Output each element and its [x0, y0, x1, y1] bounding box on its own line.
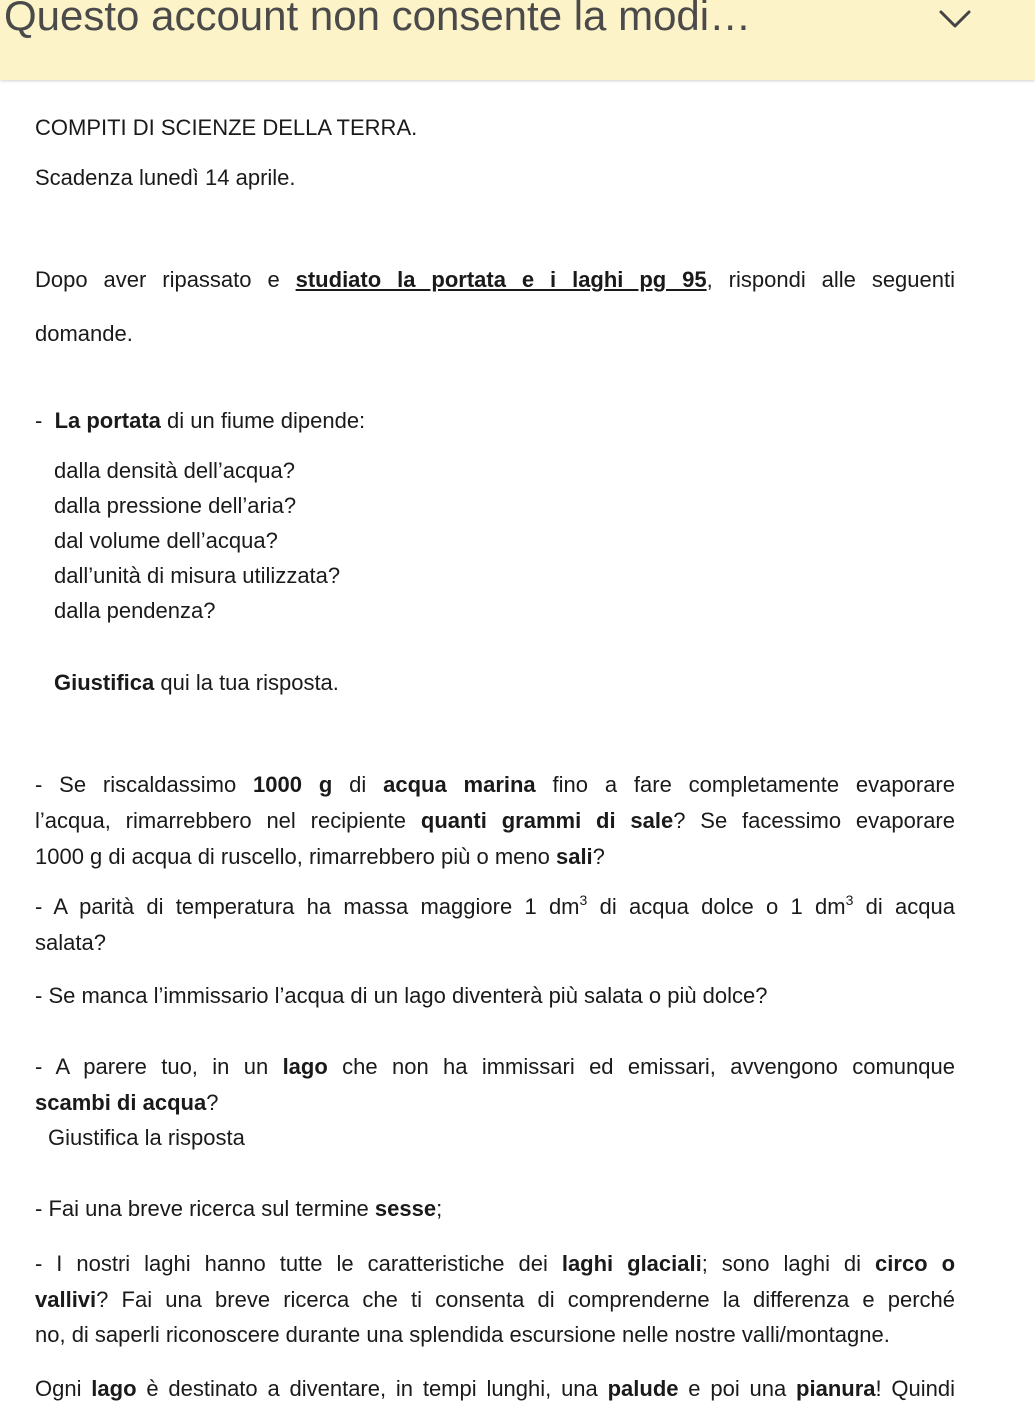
- option-4: dall’unità di misura utilizzata?: [54, 563, 341, 588]
- option-3: dal volume dell’acqua?: [54, 528, 278, 553]
- question-massa-line-1: - A parità di temperatura ha massa maggiore 1 $dm^3$ di acqua dolce o 1 $dm^3$ di acqua: [35, 891, 955, 919]
- deadline: Scadenza lunedì 14 aprile.: [35, 165, 296, 190]
- question-portata: - La portata di un fiume dipende:: [35, 408, 366, 433]
- question-sale-line-1: - Se riscaldassimo 1000 g di acqua marina fino a fare completamente evaporare: [35, 772, 955, 797]
- banner-title: Questo account non consente la modi…: [4, 0, 752, 39]
- intro-line-2: domande.: [35, 321, 133, 346]
- question-massa-line-2: salata?: [35, 930, 106, 955]
- question-glaciali-line-1: - I nostri laghi hanno tutte le caratteristiche dei laghi glaciali; sono laghi di circo o: [35, 1251, 956, 1276]
- intro-line: Dopo aver ripassato e studiato la portata e i laghi pg 95, rispondi alle seguenti: [35, 267, 955, 292]
- question-glaciali-line-2: vallivi? Fai una breve ricerca che ti consenta di comprenderne la differenza e perché: [35, 1287, 955, 1312]
- question-scambi-line-1: - A parere tuo, in un lago che non ha immissari ed emissari, avvengono comunque: [35, 1054, 955, 1079]
- question-scambi-line-2: scambi di acqua?: [35, 1090, 219, 1115]
- question-glaciali-line-3: no, di saperli riconoscere durante una splendida escursione nelle nostre valli/montagne.: [35, 1322, 890, 1347]
- read-only-banner[interactable]: [0, 0, 1035, 80]
- option-2: dalla pressione dell’aria?: [54, 493, 297, 518]
- question-sale-line-2: l’acqua, rimarrebbero nel recipiente quanti grammi di sale? Se facessimo evaporare: [35, 808, 955, 833]
- question-sale-line-3: 1000 g di acqua di ruscello, rimarrebbero più o meno sali?: [35, 844, 605, 869]
- question-sesse: - Fai una breve ricerca sul termine sesse;: [35, 1196, 443, 1221]
- doc-heading: COMPITI DI SCIENZE DELLA TERRA.: [35, 115, 418, 140]
- justify-answer: Giustifica la risposta: [48, 1125, 245, 1150]
- justify-prompt: Giustifica qui la tua risposta.: [54, 670, 339, 695]
- study-link[interactable]: studiato la portata e i laghi pg 95: [295, 267, 707, 292]
- closing-paragraph: Ogni lago è destinato a diventare, in tempi lunghi, una palude e poi una pianura! Quindi: [35, 1376, 956, 1401]
- option-5: dalla pendenza?: [54, 598, 216, 623]
- option-1: dalla densità dell’acqua?: [54, 458, 295, 483]
- chevron-down-icon[interactable]: [935, 2, 975, 36]
- question-immissario: - Se manca l’immissario l’acqua di un lago diventerà più salata o più dolce?: [35, 983, 768, 1008]
